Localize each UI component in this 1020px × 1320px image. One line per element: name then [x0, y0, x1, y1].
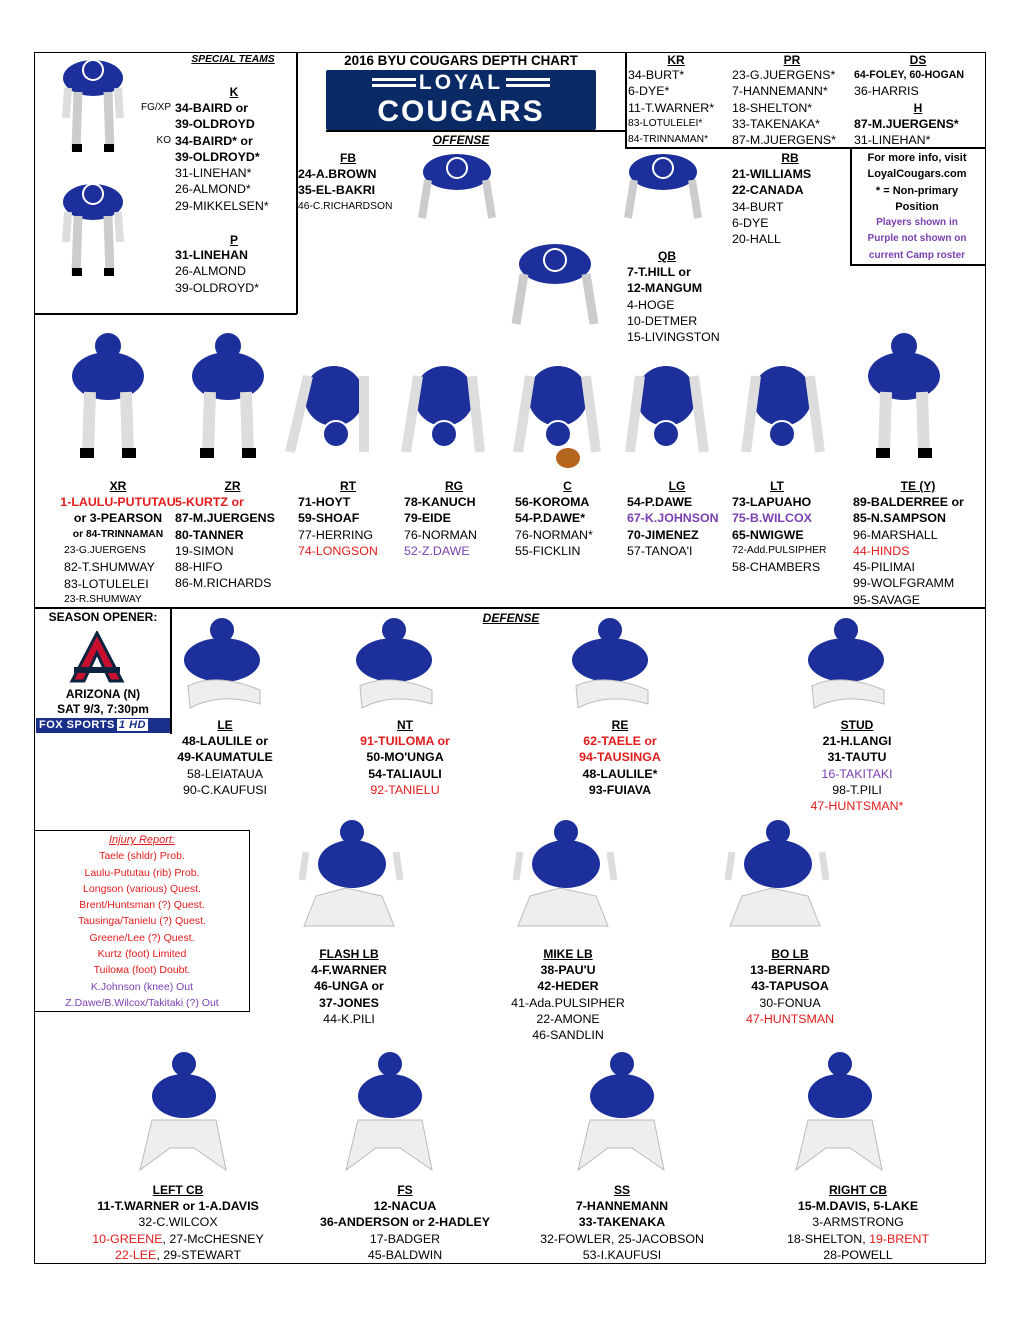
player-name: 64-FOLEY, 60-HOGAN — [854, 69, 965, 81]
player-name: 47-HUNTSMAN — [745, 1011, 835, 1026]
player-figure — [564, 612, 656, 716]
zr-label: ZR — [224, 479, 241, 493]
player-name: 11-T.WARNER* — [628, 100, 715, 115]
player-name: or 84-TRINNAMAN — [72, 528, 164, 540]
ko-tag: KO — [156, 135, 171, 146]
player-figure — [622, 150, 704, 222]
fgxp-tag: FG/XP — [140, 102, 171, 113]
player-name: 54-P.DAWE — [627, 495, 693, 509]
network-name: FOX SPORTS — [39, 719, 115, 731]
lt-label: LT — [770, 479, 784, 493]
player-name: 72-Add.PULSIPHER — [732, 544, 827, 556]
k-label: K — [229, 85, 239, 99]
player-name: 21-H.LANGI — [822, 734, 892, 748]
stud-label: STUD — [840, 718, 874, 732]
player-name: 10-DETMER — [627, 313, 698, 328]
player-name: 77-HERRING — [298, 527, 374, 542]
player-name: 50-MO'UNGA — [366, 750, 444, 765]
fs-label: FS — [397, 1183, 413, 1197]
player-name: 17-BADGER — [369, 1231, 441, 1246]
left-cb-label: LEFT CB — [152, 1183, 204, 1197]
player-name: 36-HARRIS — [854, 84, 919, 99]
ss-label: SS — [613, 1183, 630, 1197]
info-text: * = Non-primary — [875, 184, 959, 197]
player-name: 80-TANNER — [175, 527, 244, 542]
player-name: 7-HANNEMANN — [575, 1199, 669, 1213]
game-date: SAT 9/3, 7:30pm — [57, 702, 149, 716]
player-name: 22-AMONE — [536, 1011, 600, 1026]
injury-item: Taele (shldr) Prob. — [99, 850, 185, 863]
player-name: 44-K.PILI — [323, 1011, 375, 1026]
pr-label: PR — [783, 53, 801, 67]
player-name: 58-CHAMBERS — [732, 560, 821, 575]
player-name: 31-TAUTU — [827, 750, 887, 765]
player-name: 78-KANUCH — [404, 495, 476, 509]
player-name: 87-M.JUERGENS — [175, 511, 275, 526]
player-figure — [512, 356, 604, 472]
player-name: 52-Z.DAWE — [404, 543, 470, 558]
player-name: 96-MARSHALL — [853, 527, 938, 542]
player-name: 44-HINDS — [853, 543, 910, 558]
player-figure — [284, 356, 370, 460]
player-name: 7-HANNEMANN* — [732, 84, 828, 99]
player-name: 94-TAUSINGA — [579, 750, 661, 765]
player-figure — [176, 612, 268, 716]
player-name: 87-M.JUERGENS* — [732, 133, 836, 148]
player-name: 6-DYE* — [628, 84, 670, 99]
ds-label: DS — [909, 53, 927, 67]
player-name: 23-R.SHUMWAY — [64, 593, 142, 605]
player-name: 18-SHELTON, — [786, 1231, 870, 1246]
player-name: 47-HUNTSMAN* — [810, 799, 904, 814]
player-name: 53-I.KAUFUSI — [582, 1247, 662, 1262]
player-figure — [862, 330, 946, 462]
player-name: 70-JIMENEZ — [627, 527, 699, 542]
player-name: 18-SHELTON* — [732, 100, 813, 115]
player-name: 83-LOTULELEI — [64, 576, 149, 591]
player-name: 29-MIKKELSEN* — [175, 198, 269, 213]
player-figure — [296, 816, 402, 940]
player-name: 22-CANADA — [732, 183, 804, 198]
player-name: 36-ANDERSON or 2-HADLEY — [319, 1215, 491, 1230]
player-name: 20-HALL — [732, 232, 781, 247]
loyal-cougars-logo — [326, 70, 596, 130]
player-name: 22-LEE — [114, 1247, 157, 1262]
player-name: 32-FOWLER, 25-JACOBSON — [540, 1231, 704, 1246]
offense-heading: OFFENSE — [432, 133, 490, 147]
flash-lb-label: FLASH LB — [319, 947, 379, 961]
xr-label: XR — [109, 479, 127, 493]
arizona-logo — [68, 631, 126, 685]
player-name: 89-BALDERREE or — [853, 495, 964, 509]
info-text: Purple not shown on — [867, 233, 967, 245]
player-name: 54-TALIAULI — [368, 766, 442, 781]
right-cb-label: RIGHT CB — [829, 1183, 887, 1197]
player-name: 87-M.JUERGENS* — [854, 117, 959, 131]
player-name: 11-T.WARNER or 1-A.DAVIS — [97, 1199, 259, 1213]
player-name: 39-OLDROYD* — [175, 280, 260, 295]
player-name: 43-TAPUSOA — [751, 979, 829, 994]
divider — [34, 607, 986, 609]
player-name: 75-B.WILCOX — [732, 511, 812, 526]
player-name: 49-KAUMATULE — [177, 750, 273, 765]
player-name: 67-K.JOHNSON — [627, 511, 719, 526]
player-name: 23-G.JUERGENS — [64, 545, 146, 556]
player-figure — [800, 612, 892, 716]
logo-line1: LOYAL — [418, 71, 504, 94]
player-figure — [56, 182, 130, 278]
info-text: current Camp roster — [868, 249, 966, 261]
player-name: 30-FONUA — [759, 995, 821, 1010]
player-figure — [56, 58, 130, 154]
player-name: 99-WOLFGRAMM — [853, 576, 955, 591]
divider — [850, 264, 986, 266]
player-name: 3-ARMSTRONG — [812, 1215, 904, 1230]
player-name: 74-LONGSON — [298, 543, 378, 558]
player-figure — [572, 1048, 670, 1174]
rg-label: RG — [445, 479, 463, 493]
player-name: 32-C.WILCOX — [138, 1215, 218, 1230]
injury-item: Greene/Lee (?) Quest. — [89, 931, 195, 944]
player-name: 31-LINEHAN* — [854, 133, 931, 148]
player-name: 98-T.PILI — [832, 782, 882, 797]
bo-lb-label: BO LB — [771, 947, 809, 961]
player-name: 19-SIMON — [175, 543, 234, 558]
player-name: 12-MANGUM — [627, 281, 703, 296]
player-name: 31-LINEHAN — [175, 248, 248, 262]
player-name: 34-BURT* — [628, 68, 685, 82]
kr-label: KR — [667, 53, 685, 67]
rt-label: RT — [340, 479, 356, 493]
channel-badge: 1 HD — [118, 719, 146, 731]
player-figure — [416, 150, 498, 222]
player-name: 6-DYE — [732, 215, 769, 230]
injury-item: Brent/Huntsman (?) Quest. — [79, 899, 205, 912]
le-label: LE — [217, 718, 233, 732]
defense-heading: DEFENSE — [482, 611, 540, 625]
injury-item: Kurtz (foot) Limited — [97, 948, 187, 961]
player-name: 93-FUIAVA — [588, 782, 652, 797]
injury-item: Longson (various) Quest. — [83, 882, 201, 895]
player-name: 90-C.KAUFUSI — [183, 782, 267, 797]
player-figure — [66, 330, 150, 462]
player-figure — [508, 240, 602, 332]
player-figure — [510, 816, 616, 940]
player-name: 54-P.DAWE* — [515, 511, 586, 526]
player-name: 15-LIVINGSTON — [627, 330, 720, 345]
player-name: 46-UNGA or — [314, 979, 384, 994]
player-figure — [722, 816, 828, 940]
player-name: 45-PILIMAI — [853, 560, 915, 575]
player-figure — [624, 356, 710, 460]
player-name: 26-ALMOND* — [175, 182, 251, 197]
player-name: 34-BURT — [732, 199, 784, 214]
logo-line2: COUGARS — [377, 95, 545, 128]
player-name: 28-POWELL — [823, 1247, 893, 1262]
player-figure — [400, 356, 486, 460]
player-name: 13-BERNARD — [750, 963, 830, 977]
player-name: 12-NACUA — [373, 1199, 437, 1213]
player-name: 16-TAKITAKI — [821, 766, 893, 781]
player-name: 71-HOYT — [298, 495, 351, 509]
player-name: 38-PAU'U — [540, 963, 596, 977]
info-text: Players shown in — [876, 217, 958, 229]
player-name: 79-EIDE — [404, 511, 451, 526]
player-name: 23-G.JUERGENS* — [732, 68, 836, 82]
player-name: 42-HEDER — [537, 979, 599, 994]
player-name: 4-F.WARNER — [311, 963, 387, 977]
divider — [34, 313, 297, 315]
player-name: 57-TANOA'I — [627, 543, 693, 558]
player-name: 76-NORMAN — [404, 527, 477, 542]
player-name: 37-JONES — [319, 995, 379, 1010]
player-name: 58-LEIATAUA — [187, 766, 263, 781]
injury-item: K.Johnson (knee) Out — [90, 980, 194, 993]
qb-label: QB — [658, 249, 676, 263]
player-name: , 29-STEWART — [156, 1247, 242, 1262]
player-name: 59-SHOAF — [298, 511, 360, 526]
injury-item: Tausinga/Tanielu (?) Quest. — [78, 915, 206, 928]
player-name: 92-TANIELU — [370, 782, 440, 797]
rb-label: RB — [781, 151, 799, 165]
player-name: 5-KURTZ or — [175, 495, 244, 509]
info-text: For more info, visit — [867, 152, 967, 164]
player-name: 82-T.SHUMWAY — [64, 560, 155, 575]
player-name: 24-A.BROWN — [298, 167, 377, 181]
injury-item: Z.Dawe/B.Wilcox/Takitaki (?) Out — [65, 996, 219, 1009]
player-figure — [790, 1048, 888, 1174]
player-name: 91-TUILOMA or — [360, 734, 450, 748]
player-name: 4-HOGE — [627, 297, 675, 312]
player-name: 73-LAPUAHO — [732, 495, 812, 509]
divider — [170, 607, 172, 734]
c-label: C — [563, 479, 572, 493]
player-name: 34-BAIRD* or — [175, 133, 253, 148]
player-name: 21-WILLIAMS — [732, 167, 812, 181]
player-name: 7-T.HILL or — [627, 265, 691, 279]
re-label: RE — [611, 718, 629, 732]
player-name: 48-LAULILE* — [582, 766, 658, 781]
player-name: 10-GREENE — [92, 1231, 163, 1246]
te-label: TE (Y) — [900, 479, 936, 493]
player-name: 46-C.RICHARDSON — [298, 200, 393, 212]
player-name: 19-BRENT — [869, 1231, 930, 1246]
player-name: 31-LINEHAN* — [175, 166, 252, 181]
player-figure — [186, 330, 270, 462]
player-name: 65-NWIGWE — [732, 527, 804, 542]
player-name: 48-LAULILE or — [181, 734, 269, 748]
injury-header: Injury Report: — [108, 834, 176, 846]
player-name: 84-TRINNAMAN* — [628, 134, 709, 146]
lg-label: LG — [668, 479, 686, 493]
player-name: 33-TAKENAKA* — [732, 116, 820, 131]
player-name: , 27-McCHESNEY — [162, 1231, 264, 1246]
injury-item: Tuilома (foot) Doubt. — [93, 964, 191, 977]
player-name: 34-BAIRD or — [175, 101, 248, 115]
site-link[interactable]: LoyalCougars.com — [867, 168, 967, 181]
nt-label: NT — [397, 718, 413, 732]
page-title: 2016 BYU COUGARS DEPTH CHART — [344, 53, 578, 68]
player-figure — [740, 356, 826, 460]
player-name: 26-ALMOND — [175, 264, 246, 279]
opponent-name: ARIZONA (N) — [65, 687, 141, 701]
player-name: 41-Ada.PULSIPHER — [511, 995, 625, 1010]
player-name: 15-M.DAVIS, 5-LAKE — [797, 1199, 919, 1213]
special-teams-heading: SPECIAL TEAMS — [191, 54, 275, 65]
p-label: P — [229, 233, 238, 247]
player-name: 95-SAVAGE — [853, 592, 921, 607]
fb-label: FB — [340, 151, 356, 165]
player-figure — [340, 1048, 438, 1174]
injury-item: Laulu-Pututau (rib) Prob. — [84, 866, 200, 879]
player-name: 1-LAULU-PUTUTAU — [60, 495, 176, 509]
player-name: 46-SANDLIN — [532, 1028, 604, 1043]
player-name: 86-M.RICHARDS — [175, 576, 272, 591]
player-name: 56-KOROMA — [515, 495, 590, 509]
player-name: 85-N.SAMPSON — [853, 511, 946, 526]
player-name: 35-EL-BAKRI — [298, 183, 376, 198]
mike-lb-label: MIKE LB — [543, 947, 593, 961]
h-label: H — [913, 101, 923, 115]
player-name: 62-TAELE or — [583, 734, 657, 748]
info-text: Position — [895, 200, 939, 213]
player-name: 33-TAKENAKA — [578, 1215, 666, 1230]
player-name: 76-NORMAN* — [515, 527, 593, 542]
player-name: 55-FICKLIN — [515, 543, 581, 558]
player-name: 83-LOTULELEI* — [628, 117, 703, 129]
player-name: 39-OLDROYD* — [175, 149, 260, 164]
player-name: or 3-PEARSON — [73, 511, 163, 526]
player-figure — [348, 612, 440, 716]
player-name: 45-BALDWIN — [367, 1247, 443, 1262]
player-name: 88-HIFO — [175, 560, 223, 575]
season-opener-label: SEASON OPENER: — [48, 610, 158, 624]
player-figure — [134, 1048, 232, 1174]
player-name: 39-OLDROYD — [175, 117, 255, 132]
